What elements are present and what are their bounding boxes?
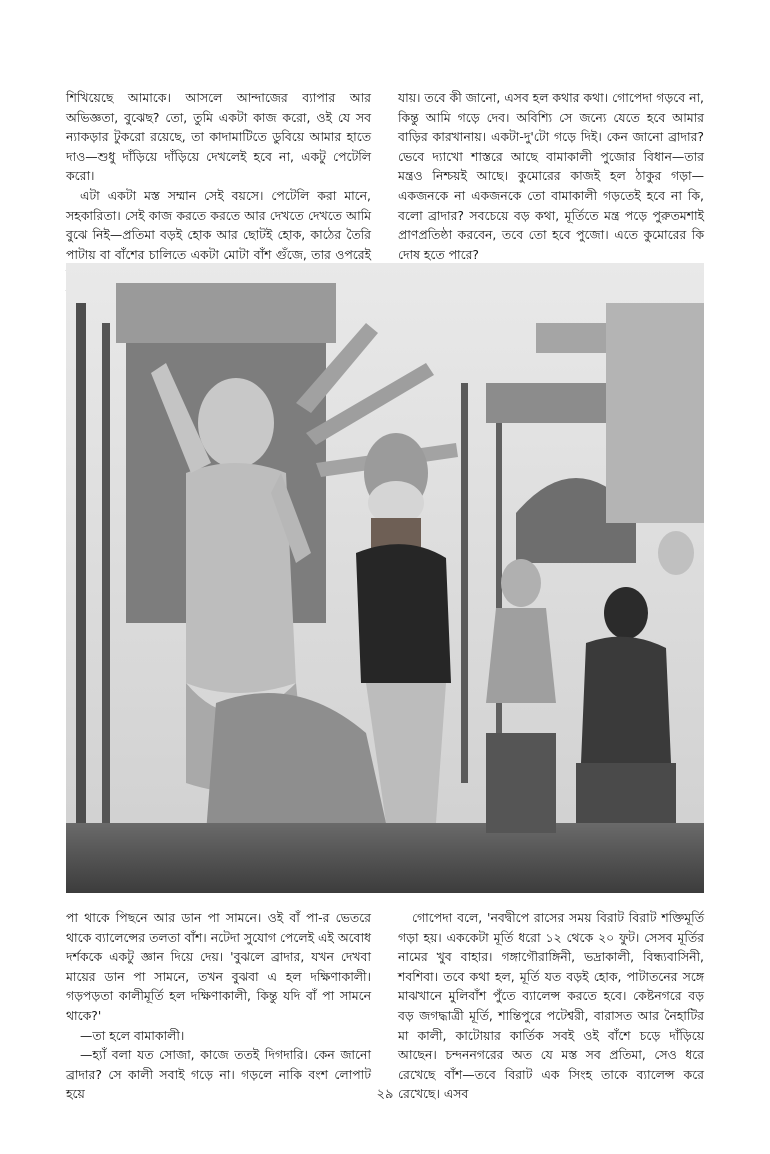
paragraph: পা থাকে পিছনে আর ডান পা সামনে। ওই বাঁ পা-র ভেতরে থাকে ব্যালেন্সের তলতা বাঁশ। নটেদা সুযোগ পেলেই এই অবোধ দর্শককে একটু জ্ঞান দিয়ে দেয়। 'বুঝলে ব্রাদার, যখন দেখবা মায়ের ডান পা সামনে, তখন বুঝবা এ হল দক্ষিণাকালী। গড়পড়তা কালীমূর্তি হল দক্ষিণাকালী, কিন্তু যদি বাঁ পা সামনে থাকে?': [66, 910, 371, 1023]
paragraph: এটা একটা মস্ত সম্মান সেই বয়সে। পেটেলি করা মানে, সহকারিতা। সেই কাজ করতে করতে আর দেখতে দেখতে আমি বুঝে নিই—প্রতিমা বড়ই হোক আর ছোটই হোক, কাঠের তৈরি পাটায় বা বাঁশের চালিতে একটা মোটা বাঁশ গুঁজে, তার ওপরেই: [66, 187, 371, 262]
text-column-bottom-left: [66, 908, 371, 1104]
paragraph: শিখিয়েছে আমাকে। আসলে আন্দাজের ব্যাপার আর অভিজ্ঞতা, বুঝেছ? তো, তুমি একটা কাজ করো, ওই যে সব ন্যাকড়ার টুকরো রয়েছে, তা কাদামাটিতে ডুবিয়ে আমার হাতে দাও—শুধু দাঁড়িয়ে দাঁড়িয়ে দেখলেই হবে না, একটু পেটেলি করো।: [66, 90, 371, 184]
idol-workshop-photo: [66, 263, 704, 893]
paragraph: গোপেদা বলে, 'নবদ্বীপে রাসের সময় বিরাট বিরাট শক্তিমূর্তি গড়া হয়। এককেটা মূর্তি ধরো ১২ থেকে ২০ ফুট। সেসব মূর্তির নামের খুব বাহার। গঙ্গাগৌরাঙ্গিনী, ভদ্রাকালী, বিন্ধ্যবাসিনী, শবশিবা। তবে কথা হল, মূর্তি যত বড়ই হোক, পাটাতনের সঙ্গে মাঝখানে মুলিবাঁশ পুঁতে ব্যালেন্স করতে হবে। কেষ্টনগরে বড় বড় জগদ্ধাত্রী মূর্তি, শান্তিপুরে পটেশ্বরী, বারাসত আর নৈহাটির মা কালী, কাটোয়ার কার্তিক সবই ওই বাঁশে চড়ে দাঁড়িয়ে আছেন। চন্দননগরের অত যে মস্ত সব প্রতিমা, সেও ধরে রেখেছে বাঁশ—তবে বিরাট এক সিংহ তাকে ব্যালেন্স করে রেখেছে। এসব: [398, 910, 704, 1102]
text-column-top-right: [398, 88, 704, 264]
page-number: ২৯: [376, 1087, 394, 1102]
paragraph: —তা হলে বামাকালী।: [80, 1027, 185, 1043]
paragraph: —হ্যাঁ বলা যত সোজা, কাজে ততই দিগদারি। কেন জানো ব্রাদার? সে কালী সবাই গড়ে না। গড়লে নাকি বংশ লোপাট হয়ে: [66, 1047, 371, 1102]
paragraph: যায়। তবে কী জানো, এসব হল কথার কথা। গোপেদা গড়বে না, কিন্তু আমি গড়ে দেব। অবিশ্যি সে জন্যে যেতে হবে আমার বাড়ির কারখানায়। একটা-দু'টো গড়ে দিই। কেন জানো ব্রাদার? ভেবে দ্যাখো শাস্তরে আছে বামাকালী পুজোর বিধান—তার মন্ত্রও নিশ্চয়ই আছে। কুমোরের কাজই হল ঠাকুর গড়া—একজনকে না একজনকে তো বামাকালী গড়তেই হবে না কি, বলো ব্রাদার? সবচেয়ে বড় কথা, মূর্তিতে মন্ত্র পড়ে পুরুতমশাই প্রাণপ্রতিষ্ঠা করবেন, তবে তো হবে পুজো। এতে কুমোরের কি দোষ হতে পারে?: [398, 90, 704, 262]
text-column-bottom-right: [398, 908, 704, 1104]
